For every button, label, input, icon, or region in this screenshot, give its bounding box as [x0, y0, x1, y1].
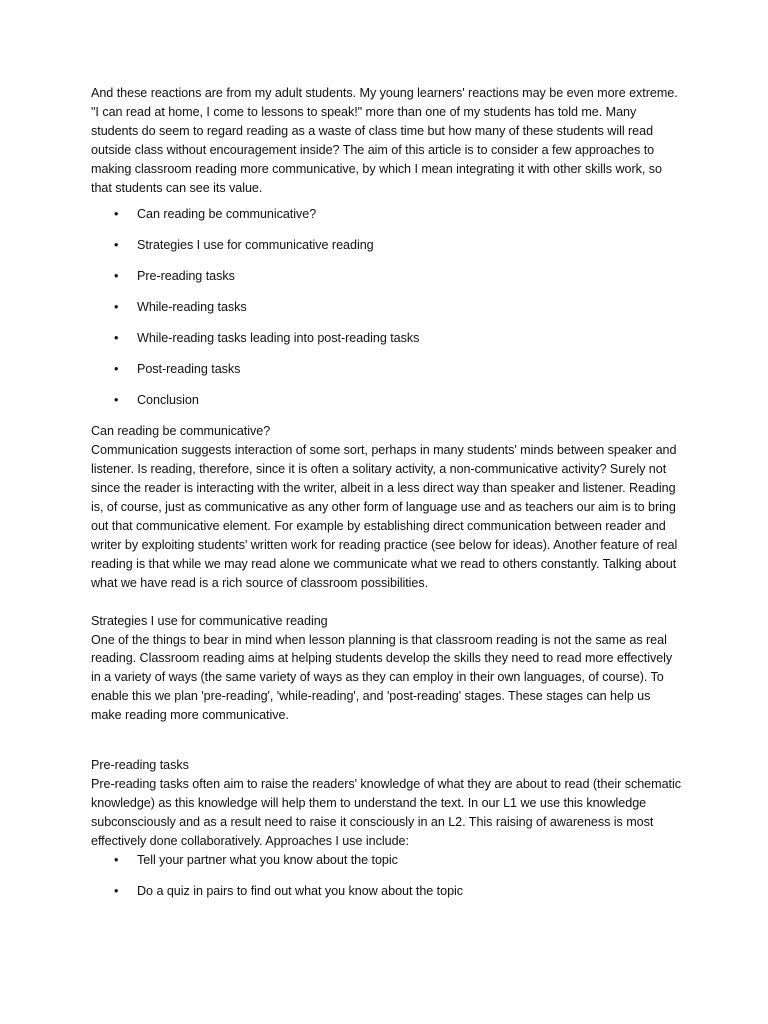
- list-item: • Conclusion: [91, 391, 681, 422]
- spacer: [91, 593, 681, 612]
- section-heading-strategies: Strategies I use for communicative reading: [91, 613, 328, 628]
- contents-list: [91, 205, 681, 422]
- section-body-communicative: Communication suggests interaction of some sort, perhaps in many students' minds between speaker and listener. Is reading, therefore, since it is often a solitary activity, a non-communicative activity? Surely not since the reader is interacting with the writer, albeit in a less direct way than speaker and listener. Reading is, of course, just as communicative as any other form of language use and as teachers our aim is to bring out that communicative element. For example by establishing direct communication between reader and writer by exploiting students' written work for reading practice (see below for ideas). Another feature of real reading is that while we may read alone we communicate what we read to others constantly. Talking about what we have read is a rich source of classroom possibilities.: [91, 443, 678, 590]
- list-item: • Strategies I use for communicative reading: [91, 236, 681, 267]
- list-item: • Can reading be communicative?: [91, 205, 681, 236]
- section-body-prereading: Pre-reading tasks often aim to raise the readers' knowledge of what they are about to read (their schematic knowledge) as this knowledge will help them to understand the text. In our L1 we use this knowledge subconsciously and as a result need to raise it consciously in an L2. This raising of awareness is most effectively done collaboratively. Approaches I use include:: [91, 776, 681, 848]
- list-item: • Do a quiz in pairs to find out what you know about the topic: [91, 882, 681, 913]
- list-item: • While-reading tasks leading into post-reading tasks: [91, 329, 681, 360]
- list-item: • While-reading tasks: [91, 298, 681, 329]
- section-heading-prereading: Pre-reading tasks: [91, 758, 189, 773]
- list-item: • Post-reading tasks: [91, 360, 681, 391]
- section-heading-communicative: Can reading be communicative?: [91, 424, 271, 439]
- document-page: [91, 84, 681, 913]
- list-item: • Pre-reading tasks: [91, 267, 681, 298]
- spacer: [91, 725, 681, 756]
- list-item: • Tell your partner what you know about the topic: [91, 851, 681, 882]
- section-body-strategies: One of the things to bear in mind when lesson planning is that classroom reading is not the same as real reading. Classroom reading aims at helping students develop the skills they need to read more effectively in a variety of ways (the same variety of ways as they can employ in their own languages, of course). To enable this we plan 'pre-reading', 'while-reading', and 'post-reading' stages. These stages can help us make reading more communicative.: [91, 632, 673, 723]
- prereading-approaches-list: [91, 851, 681, 913]
- intro-paragraph: And these reactions are from my adult students. My young learners' reactions may be even more extreme. "I can read at home, I come to lessons to speak!" more than one of my students has told me. Many students do seem to regard reading as a waste of class time but how many of these students will read outside class without encouragement inside? The aim of this article is to consider a few approaches to making classroom reading more communicative, by which I mean integrating it with other skills work, so that students can see its value.: [91, 86, 678, 195]
